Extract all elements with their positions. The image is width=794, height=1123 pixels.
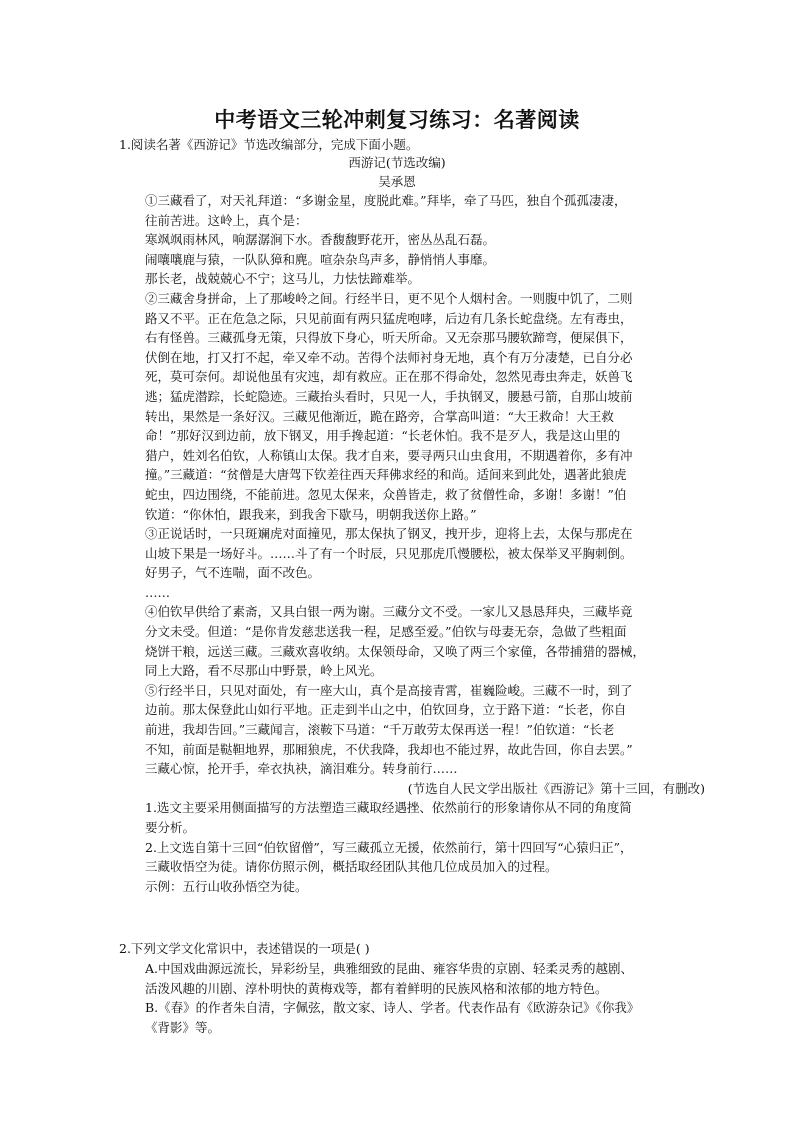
question-2-options (145, 959, 705, 1037)
passage-body (145, 191, 705, 896)
passage-line: 路又不平。正在危急之际，只见前面有两只猛虎咆哮，后边有几条长蛇盘绕。左有毒虫， (145, 310, 633, 326)
sub-question-line: 1.选文主要采用侧面描写的方法塑造三藏取经遇挫、依然前行的形象请你从不同的角度简 (145, 800, 632, 816)
option-line: B.《春》的作者朱自清，字佩弦，散文家、诗人、学者。代表作品有《欧游杂记》《你我》 (145, 1000, 640, 1016)
passage-line: ①三藏看了，对天礼拜道：“多谢金星，度脱此难。”拜毕，牵了马匹，独自个孤孤凄凄， (145, 193, 627, 208)
passage-line: 往前苦进。这岭上，真个是： (145, 212, 308, 228)
option-line: A.中国戏曲源远流长，异彩纷呈，典雅细致的昆曲、雍容华贵的京剧、轻柔灵秀的越剧、 (145, 961, 634, 976)
example-line: 示例：五行山收孙悟空为徒。 (145, 878, 308, 894)
passage-author: 吴承恩 (378, 174, 416, 189)
passage-line: 闹嚷嚷鹿与猿，一队队獐和麂。喧杂杂鸟声多，静悄悄人事靡。 (145, 251, 496, 267)
option-line: 活泼风趣的川剧、淳朴明快的黄梅戏等，都有着鲜明的民族风格和浓郁的地方特色。 (145, 980, 608, 996)
passage-line: 不知，前面是鞑靼地界，那厢狼虎，不伏我降，我却也不能过界，故此告回，你自去罢。” (145, 741, 633, 757)
passage-source: (节选自人民文学出版社《西游记》第十三回，有删改) (407, 780, 705, 796)
passage-line: ⑤行经半日，只见对面处，有一座大山，真个是高接青霄，崔巍险峻。三藏不一时，到了 (145, 682, 633, 698)
question-2-stem: 2.下列文学文化常识中，表述错误的一项是( ) (119, 941, 370, 956)
passage-title: 西游记(节选改编) (348, 155, 446, 170)
passage-line: ③正说话时，一只斑斓虎对面撞见，那太保执了钢叉，拽开步，迎将上去，太保与那虎在 (145, 526, 633, 542)
passage-line: 钦道：“你休怕，跟我来，到我舍下歇马，明朝我送你上路。” (145, 506, 477, 522)
passage-line: 烧饼干粮，远送三藏。三藏欢喜收纳。太保领母命，又唤了两三个家僮，各带捕猎的器械， (145, 643, 646, 659)
passage-line: 逃；猛虎潜踪，长蛇隐迹。三藏抬头看时，只见一人，手执钢叉，腰悬弓箭，自那山坡前 (145, 388, 633, 404)
sub-question-line: 2.上文选自第十三回“伯钦留僧”，写三藏孤立无援，依然前行，第十四回写“心猿归正”， (145, 839, 633, 855)
passage-line: 死，莫可奈何。却说他虽有灾迍，却有救应。正在那不得命处，忽然见毒虫奔走，妖兽飞 (145, 369, 633, 385)
sub-question-line: 要分析。 (145, 820, 196, 835)
passage-line: 好男子，气不连喘，面不改色。 (145, 565, 321, 581)
passage-line: 寒飒飒雨林风，响潺潺涧下水。香馥馥野花开，密丛丛乱石磊。 (145, 232, 496, 248)
passage-line: 伏倒在地，打又打不起，牵又牵不动。苦得个法师衬身无地，真个有万分凄楚，已自分必 (145, 349, 633, 365)
passage-line: ②三藏舍身拼命，上了那峻岭之间。行经半日，更不见个人烟村舍。一则腹中饥了，二则 (145, 290, 633, 306)
passage-line: 分文未受。但道：“是你肯发慈悲送我一程，足感至爱。”伯钦与母妻无奈，急做了些粗面 (145, 624, 627, 640)
passage-line: 猎户，姓刘名伯钦，人称镇山太保。我才自来，要寻两只山虫食用，不期遇着你，多有冲 (145, 447, 633, 463)
passage-line: 命！”那好汉到边前，放下钢叉，用手搀起道：“长老休怕。我不是歹人，我是这山里的 (145, 428, 621, 444)
passage-line: 撞。”三藏道：“贫僧是大唐驾下钦差往西天拜佛求经的和尚。适间来到此处，遇著此狼虎 (145, 467, 627, 483)
page-title: 中考语文三轮冲刺复习练习：名著阅读 (214, 108, 580, 132)
passage-line: 三藏心惊，抡开手，牵衣执袂，滴泪难分。转身前行…… (145, 761, 458, 777)
passage-line: 前进，我却告回。”三藏闻言，滚鞍下马道：“千万敢劳太保再送一程！”伯钦道：“长老 (145, 722, 615, 738)
passage-line: 同上大路，看不尽那山中野景，岭上风光。 (145, 663, 383, 679)
passage-line: 边前。那太保登此山如行平地。正走到半山之中，伯钦回身，立于路下道：“长老，你自 (145, 702, 627, 718)
passage-line: 蛇虫，四边围绕，不能前进。忽见太保来，众兽皆走，救了贫僧性命，多谢！多谢！”伯 (145, 486, 627, 502)
passage-line: 山坡下果是一场好斗。……斗了有一个时辰，只见那虎爪慢腰松，被太保举叉平胸刺倒。 (145, 545, 633, 561)
passage-line: …… (145, 584, 170, 600)
question-1-stem: 1.阅读名著《西游记》节选改编部分，完成下面小题。 (119, 137, 419, 152)
option-line: 《背影》等。 (145, 1019, 221, 1035)
passage-line: 右有怪兽。三藏孤身无策，只得放下身心，听天所命。又无奈那马腰软蹄弯，便屎俱下， (145, 330, 633, 346)
sub-question-line: 三藏收悟空为徒。请你仿照示例，概括取经团队其他几位成员加入的过程。 (145, 859, 558, 875)
passage-line: ④伯钦早供给了素斋，又具白银一两为谢。三藏分文不受。一家儿又恳恳拜央，三藏毕竟 (145, 604, 633, 620)
passage-line: 那长老，战兢兢心不宁；这马儿，力怯怯蹄难举。 (145, 271, 421, 287)
passage-line: 转出，果然是一条好汉。三藏见他渐近，跪在路旁，合掌高叫道：“大王救命！大王救 (145, 408, 614, 424)
